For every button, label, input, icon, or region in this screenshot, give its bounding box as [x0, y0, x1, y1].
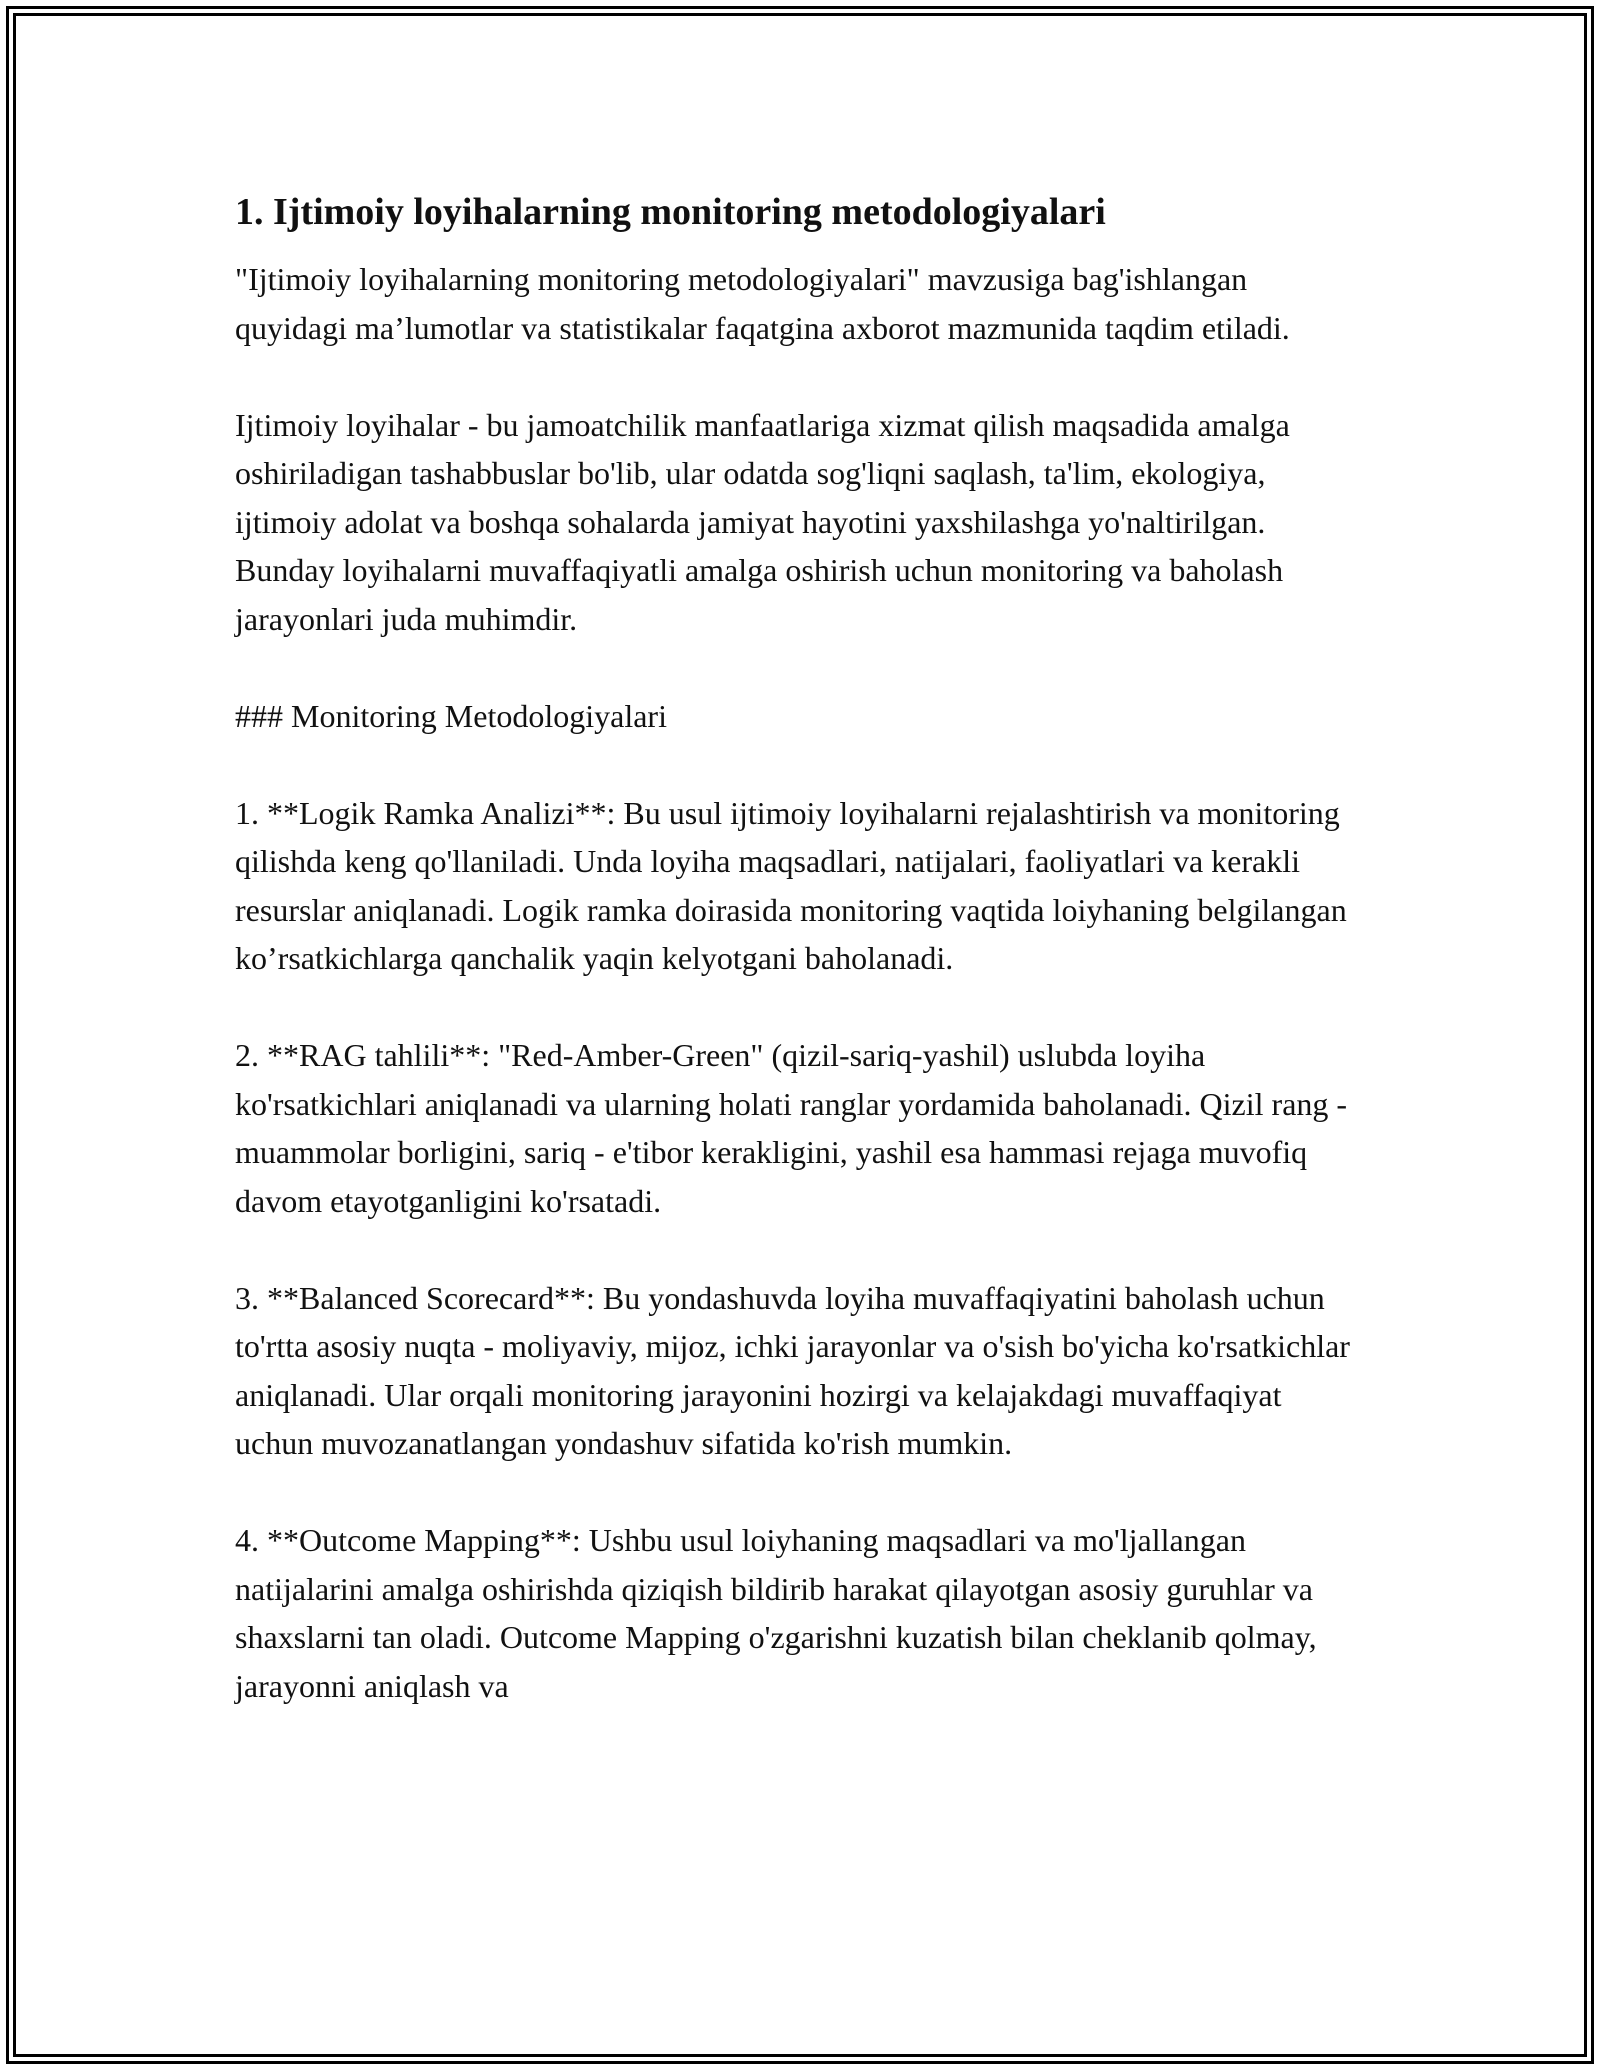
- intro-disclaimer-paragraph: "Ijtimoiy loyihalarning monitoring metodologiyalari" mavzusiga bag'ishlangan quyidagi ma’lumotlar va statistikalar faqatgina axborot mazmunida taqdim etiladi.: [235, 261, 1290, 346]
- social-projects-paragraph: Ijtimoiy loyihalar - bu jamoatchilik manfaatlariga xizmat qilish maqsadida amalga oshiriladigan tashabbuslar bo'lib, ular odatda sog'liqni saqlash, ta'lim, ekologiya, ijtimoiy adolat va boshqa sohalarda jamiyat hayotini yaxshilashga yo'naltirilgan. Bunday loyihalarni muvaffaqiyatli amalga oshirish uchun monitoring va baholash jarayonlari juda muhimdir.: [235, 406, 1290, 637]
- method-outcome-mapping: 4. **Outcome Mapping**: Ushbu usul loiyhaning maqsadlari va mo'ljallangan natijalarini amalga oshirishda qiziqish bildirib harakat qilayotgan asosiy guruhlar va shaxslarni tan oladi. Outcome Mapping o'zgarishni kuzatish bilan cheklanib qolmay, jarayonni aniqlash va: [235, 1522, 1317, 1704]
- method-rag-analysis: 2. **RAG tahlili**: "Red-Amber-Green" (qizil-sariq-yashil) uslubda loyiha ko'rsatkichlari aniqlanadi va ularning holati ranglar yordamida baholanadi. Qizil rang - muammolar borligini, sariq - e'tibor kerakligini, yashil esa hammasi rejaga muvofiq davom etayotganligini ko'rsatadi.: [235, 1037, 1348, 1219]
- method-logical-framework: 1. **Logik Ramka Analizi**: Bu usul ijtimoiy loyihalarni rejalashtirish va monitoring qilishda keng qo'llaniladi. Unda loyiha maqsadlari, natijalari, faoliyatlari va kerakli resurslar aniqlanadi. Logik ramka doirasida monitoring vaqtida loiyhaning belgilangan ko’rsatkichlarga qanchalik yaqin kelyotgani baholanadi.: [235, 794, 1347, 976]
- method-balanced-scorecard: 3. **Balanced Scorecard**: Bu yondashuvda loyiha muvaffaqiyatini baholash uchun to'rtta asosiy nuqta - moliyaviy, mijoz, ichki jarayonlar va o'sish bo'yicha ko'rsatkichlar aniqlanadi. Ular orqali monitoring jarayonini hozirgi va kelajakdagi muvaffaqiyat uchun muvozanatlangan yondashuv sifatida ko'rish mumkin.: [235, 1279, 1350, 1461]
- section-heading: ### Monitoring Metodologiyalari: [235, 697, 667, 734]
- document-title: 1. Ijtimoiy loyihalarning monitoring metodologiyalari: [235, 191, 1106, 233]
- document-body: [235, 185, 1365, 1710]
